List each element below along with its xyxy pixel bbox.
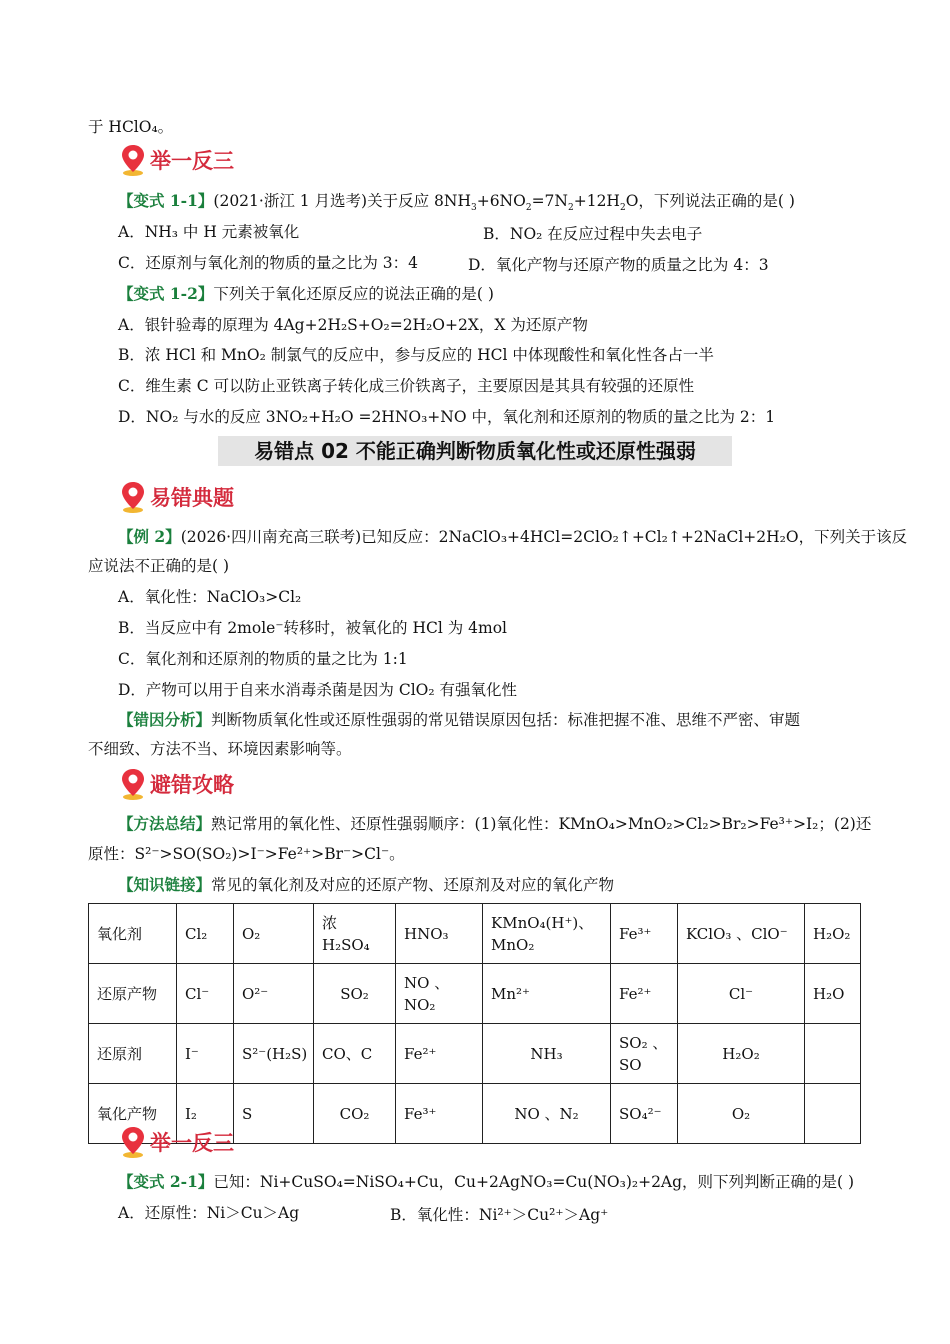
table-cell: Fe²⁺	[611, 964, 678, 1024]
section-heading-practice: 举一反三	[120, 143, 234, 177]
table-cell: I₂	[177, 1084, 234, 1144]
option-b: B．浓 HCl 和 MnO₂ 制氯气的反应中，参与反应的 HCl 中体现酸性和氧化性各占一半	[118, 346, 714, 364]
table-cell: H₂O	[805, 964, 861, 1024]
table-cell: H₂O₂	[805, 904, 861, 964]
method-summary: 【方法总结】熟记常用的氧化性、还原性强弱顺序：(1)氧化性：KMnO₄>MnO₂>Cl₂>Br₂>Fe³⁺>I₂；(2)还	[118, 814, 872, 833]
option-a: A．银针验毒的原理为 4Ag+2H₂S+O₂=2H₂O+2X，X 为还原产物	[118, 316, 588, 334]
table-cell: SO₂ 、SO	[611, 1024, 678, 1084]
table-cell	[805, 1084, 861, 1144]
table-cell: HNO₃	[396, 904, 483, 964]
table-cell: KMnO₄(H⁺)、MnO₂	[483, 904, 611, 964]
option-a: A．还原性：Ni＞Cu＞Ag	[118, 1204, 300, 1222]
option-b: B．氧化性：Ni²⁺＞Cu²⁺＞Ag⁺	[390, 1206, 609, 1224]
example-2-stem: 【例 2】(2026·四川南充高三联考)已知反应：2NaClO₃+4HCl=2ClO₂↑+Cl₂↑+2NaCl+2H₂O，下列关于该反	[118, 527, 908, 546]
table-cell: Fe²⁺	[396, 1024, 483, 1084]
table-cell: S	[234, 1084, 314, 1144]
table-cell: I⁻	[177, 1024, 234, 1084]
section-heading-practice-2: 举一反三	[120, 1125, 234, 1159]
method-summary-cont: 原性：S²⁻>SO(SO₂)>I⁻>Fe²⁺>Br⁻>Cl⁻。	[88, 845, 405, 863]
table-cell: KClO₃ 、ClO⁻	[678, 904, 805, 964]
option-c: C．氧化剂和还原剂的物质的量之比为 1:1	[118, 650, 408, 668]
table-cell: NH₃	[483, 1024, 611, 1084]
location-pin-icon	[120, 480, 146, 514]
table-row	[89, 1024, 861, 1084]
table-cell: O₂	[234, 904, 314, 964]
option-d: D．产物可以用于自来水消毒杀菌是因为 ClO₂ 有强氧化性	[118, 681, 518, 699]
option-c: C．还原剂与氧化剂的物质的量之比为 3：4	[118, 254, 419, 272]
variant-2-1-stem: 【变式 2-1】已知：Ni+CuSO₄=NiSO₄+Cu，Cu+2AgNO₃=Cu(NO₃)₂+2Ag，则下列判断正确的是( )	[118, 1172, 855, 1191]
knowledge-link: 【知识链接】常见的氧化剂及对应的还原产物、还原剂及对应的氧化产物	[118, 875, 615, 894]
table-cell: CO₂	[314, 1084, 396, 1144]
error-analysis: 【错因分析】判断物质氧化性或还原性强弱的常见错误原因包括：标准把握不准、思维不严密、审题	[118, 710, 801, 729]
variant-1-1-stem: 【变式 1-1】(2021·浙江 1 月选考)关于反应 $8NH_3+6NO_2=7N_2+12H_2O$，下列说法正确的是( )	[118, 191, 795, 214]
table-cell: SO₄²⁻	[611, 1084, 678, 1144]
option-c: C．维生素 C 可以防止亚铁离子转化成三价铁离子，主要原因是其具有较强的还原性	[118, 377, 695, 395]
section-heading-strategy: 避错攻略	[120, 767, 234, 801]
table-cell: Fe³⁺	[611, 904, 678, 964]
table-cell: H₂O₂	[678, 1024, 805, 1084]
table-row	[89, 964, 861, 1024]
table-cell: 氧化剂	[89, 904, 177, 964]
table-cell: O₂	[678, 1084, 805, 1144]
location-pin-icon	[120, 767, 146, 801]
table-cell: Mn²⁺	[483, 964, 611, 1024]
option-a: A．氧化性：NaClO₃>Cl₂	[118, 588, 302, 606]
redox-table	[88, 903, 861, 1144]
table-cell: NO 、N₂	[483, 1084, 611, 1144]
table-cell: CO、C	[314, 1024, 396, 1084]
example-2-stem-cont: 应说法不正确的是( )	[88, 557, 230, 575]
table-cell: 还原剂	[89, 1024, 177, 1084]
option-a: A．NH₃ 中 H 元素被氧化	[118, 223, 300, 241]
location-pin-icon	[120, 143, 146, 177]
top-line: 于 HClO₄。	[88, 118, 174, 136]
location-pin-icon	[120, 1125, 146, 1159]
table-cell: Cl⁻	[678, 964, 805, 1024]
table-cell: NO 、NO₂	[396, 964, 483, 1024]
option-b: B．当反应中有 2mole⁻转移时，被氧化的 HCl 为 4mol	[118, 619, 507, 637]
table-cell: S²⁻(H₂S)	[234, 1024, 314, 1084]
table-cell: 氧化产物	[89, 1084, 177, 1144]
table-cell: Cl⁻	[177, 964, 234, 1024]
table-cell: O²⁻	[234, 964, 314, 1024]
option-b: B．NO₂ 在反应过程中失去电子	[483, 225, 703, 243]
option-d: D．氧化产物与还原产物的质量之比为 4：3	[468, 256, 769, 274]
option-d: D．NO₂ 与水的反应 3NO₂+H₂O =2HNO₃+NO 中，氧化剂和还原剂的物质的量之比为 2：1	[118, 408, 776, 426]
table-cell: 还原产物	[89, 964, 177, 1024]
section-heading-typical: 易错典题	[120, 480, 234, 514]
table-cell: Cl₂	[177, 904, 234, 964]
table-cell	[805, 1024, 861, 1084]
variant-1-2-stem: 【变式 1-2】下列关于氧化还原反应的说法正确的是( )	[118, 284, 494, 303]
table-cell: 浓 H₂SO₄	[314, 904, 396, 964]
table-cell: Fe³⁺	[396, 1084, 483, 1144]
error-analysis-cont: 不细致、方法不当、环境因素影响等。	[88, 740, 352, 758]
table-cell: SO₂	[314, 964, 396, 1024]
table-row	[89, 904, 861, 964]
error-point-banner: 易错点 02 不能正确判断物质氧化性或还原性强弱	[218, 436, 732, 466]
